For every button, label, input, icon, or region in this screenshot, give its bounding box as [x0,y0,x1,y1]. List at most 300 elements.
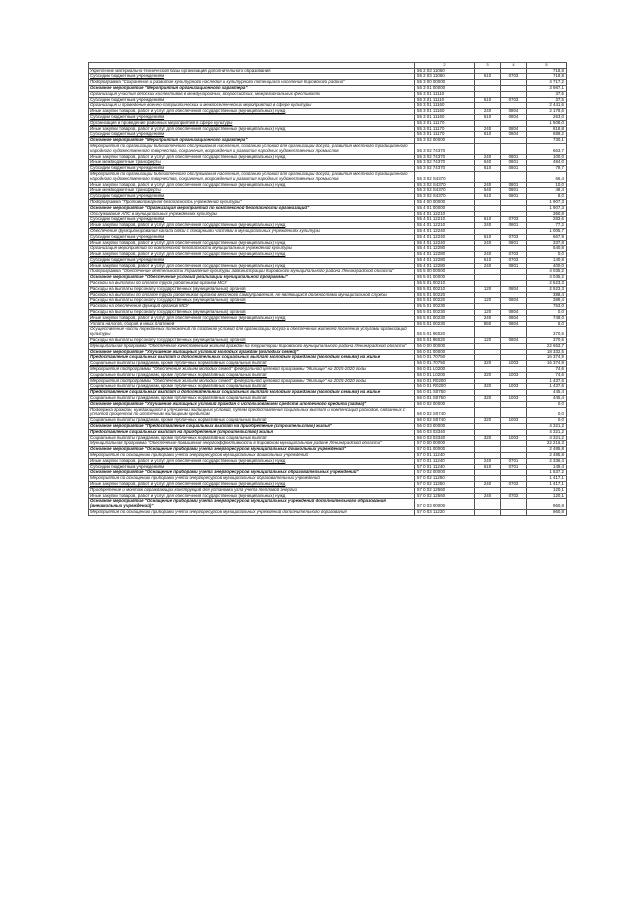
row-sum-cell: 484,0 [527,160,567,166]
row-expense-type-cell: 320 [475,361,501,367]
table-row [89,509,567,515]
row-name-cell: Подпрограмма "Противопожарная безопасность учреждений культуры" [89,199,415,205]
row-name-cell: Основное мероприятие "Оснащение приборами учета энергоресурсов муниципальных учреждений дополнительного образования (внешкольных учреждений)" [89,499,415,510]
row-subsection-cell [501,143,527,154]
row-sum-cell: 960,8 [527,509,567,515]
row-code-cell: 55 4 01 12280 [415,252,475,258]
row-sum-cell: 79,7 [527,166,567,172]
row-sum-cell: 100,0 [527,154,567,160]
row-code-cell: 56 0 01 70750 [415,355,475,361]
row-sum-cell: 22 653,7 [527,343,567,349]
row-sum-cell: 0,0 [527,401,567,407]
row-sum-cell: 388,4 [527,298,567,304]
row-expense-type-cell: 240 [475,315,501,321]
row-code-cell: 56 0 01 70750 [415,361,475,367]
row-expense-type-cell [475,407,501,418]
row-subsection-cell: 1003 [501,361,527,367]
row-sum-cell: 445,4 [527,390,567,396]
row-code-cell: 56 0 03 03340 [415,429,475,435]
row-subsection-cell: 0703 [501,234,527,240]
row-name-cell: Иные закупки товаров, работ и услуг для обеспечения государственных (муниципальных) нужд [89,154,415,160]
row-sum-cell: 16 374,9 [527,361,567,367]
row-name-cell: Мероприятия по оснащению приборами учета энергоресурсов муниципальных учреждений дополнительного образования [89,509,415,515]
row-sum-cell: 0,0 [527,418,567,424]
row-sum-cell: 818,8 [527,126,567,132]
row-sum-cell: 0,0 [527,252,567,258]
row-code-cell: 55 5 00 00000 [415,269,475,275]
row-code-cell: 56 0 01 00000 [415,349,475,355]
row-code-cell: 55 4 01 12240 [415,228,475,234]
row-code-cell: 57 0 02 12560 [415,487,475,493]
row-sum-cell: 718,8 [527,68,567,74]
row-subsection-cell: 0801 [501,263,527,269]
row-sum-cell: 0,0 [527,310,567,316]
row-expense-type-cell: 610 [475,114,501,120]
row-code-cell: 55 3 02 74370 [415,166,475,172]
header-cell-expense-type: 3 [475,63,501,69]
row-code-cell: 56 0 01 S0750 [415,396,475,402]
row-code-cell: 55 4 01 12210 [415,217,475,223]
row-code-cell: 55 4 01 12280 [415,257,475,263]
row-code-cell: 57 0 02 00000 [415,470,475,476]
row-sum-cell: 1 437,6 [527,378,567,384]
row-sum-cell: 2 336,4 [527,458,567,464]
row-expense-type-cell: 240 [475,481,501,487]
row-name-cell: Расходы на выплаты персоналу государственных (муниципальных) органов [89,338,415,344]
row-code-cell: 55 5 01 00220 [415,298,475,304]
row-name-cell: Субсидии бюджетным учреждениям [89,74,415,80]
table-row [89,143,567,154]
row-subsection-cell: 1003 [501,435,527,441]
row-subsection-cell: 0801 [501,194,527,200]
row-code-cell: 57 0 01 00000 [415,447,475,453]
row-name-cell: Уплата налогов, сборов и иных платежей [89,321,415,327]
row-code-cell: 56 0 02 00000 [415,401,475,407]
row-name-cell: Субсидии бюджетным учреждениям [89,166,415,172]
row-name-cell: Социальные выплаты гражданам, кроме публичных нормативных социальных выплат [89,372,415,378]
row-code-cell: 55 4 01 12240 [415,240,475,246]
row-name-cell: Организация и проведение районных мероприятий в сфере культуры [89,120,415,126]
row-sum-cell: 74,6 [527,367,567,373]
row-expense-type-cell: 610 [475,132,501,138]
row-code-cell: 55 4 01 12280 [415,263,475,269]
row-sum-cell: 370,5 [527,338,567,344]
row-sum-cell: 663,7 [527,143,567,154]
row-name-cell: Расходы на выплаты по оплате труда работников органов местного самоуправления, не являющихся должностями муниципальной службы [89,292,415,298]
row-subsection-cell: 0804 [501,132,527,138]
row-expense-type-cell: 850 [475,321,501,327]
row-expense-type-cell: 320 [475,435,501,441]
row-code-cell: 55 3 01 11160 [415,103,475,109]
row-code-cell: 55 3 01 11160 [415,114,475,120]
row-sum-cell: 1 005,7 [527,228,567,234]
row-sum-cell: 4 321,2 [527,424,567,430]
row-name-cell: Укрепление материально-технической базы организаций дополнительного образования [89,68,415,74]
row-code-cell: 56 0 01 R0200 [415,384,475,390]
row-code-cell: 57 0 02 11250 [415,481,475,487]
row-sum-cell: 149,4 [527,464,567,470]
row-subsection-cell: 0801 [501,160,527,166]
row-sum-cell: 2 178,6 [527,109,567,115]
row-name-cell: Основное мероприятие "Улучшение жилищных условий граждан с использованием средств ипотечного кредита (займа)" [89,401,415,407]
row-code-cell: 55 3 02 S4370 [415,188,475,194]
row-sum-cell: 753,0 [527,304,567,310]
row-name-cell: Иные закупки товаров, работ и услуг для обеспечения государственных (муниципальных) нужд [89,223,415,229]
row-code-cell: 57 0 03 11220 [415,509,475,515]
row-sum-cell: 1 508,0 [527,120,567,126]
row-sum-cell: 10,0 [527,182,567,188]
row-expense-type-cell: 120 [475,310,501,316]
row-name-cell: Социальные выплаты гражданам, кроме публичных нормативных социальных выплат [89,361,415,367]
row-expense-type-cell: 320 [475,384,501,390]
row-subsection-cell: 0801 [501,166,527,172]
row-sum-cell: 4 717,2 [527,80,567,86]
row-subsection-cell: 0804 [501,298,527,304]
row-code-cell: 55 5 01 00230 [415,310,475,316]
row-sum-cell: 2 523,3 [527,281,567,287]
row-subsection-cell: 0703 [501,97,527,103]
row-expense-type-cell: 610 [475,234,501,240]
row-code-cell: 55 5 01 00210 [415,286,475,292]
row-expense-type-cell: 240 [475,154,501,160]
row-code-cell: 56 0 01 L0200 [415,367,475,373]
row-name-cell: Мероприятия подпрограммы "Обеспечение жильем молодых семей" федеральной целевой программы "Жилище" на 2015-2020 годы [89,367,415,373]
row-subsection-cell: 0804 [501,310,527,316]
row-expense-type-cell: 240 [475,223,501,229]
row-code-cell: 56 0 01 R0200 [415,378,475,384]
row-expense-type-cell: 610 [475,217,501,223]
row-expense-type-cell: 320 [475,418,501,424]
row-subsection-cell: 0701 [501,458,527,464]
row-sum-cell: 540,8 [527,246,567,252]
row-name-cell: Иные закупки товаров, работ и услуг для обеспечения государственных (муниципальных) нужд [89,493,415,499]
row-subsection-cell: 0804 [501,109,527,115]
row-sum-cell: 1 907,3 [527,205,567,211]
row-sum-cell: 730,1 [527,138,567,144]
row-name-cell: Основное мероприятие "Улучшение жилищных условий молодых граждан (молодых семей)" [89,349,415,355]
row-expense-type-cell: 120 [475,338,501,344]
row-code-cell: 55 5 01 96020 [415,338,475,344]
row-sum-cell: 3 987,1 [527,85,567,91]
row-sum-cell: 388,4 [527,292,567,298]
row-subsection-cell: 0804 [501,114,527,120]
row-name-cell: Мероприятия по оснащению приборами учета энергоресурсов муниципальных образовательных учреждений [89,476,415,482]
row-name-cell: Иные закупки товаров, работ и услуг для обеспечения государственных (муниципальных) нужд [89,182,415,188]
row-name-cell: Иные закупки товаров, работ и услуг для обеспечения государственных (муниципальных) нужд [89,240,415,246]
row-expense-type-cell: 540 [475,160,501,166]
row-sum-cell: 66,4 [527,171,567,182]
row-code-cell: 55 3 02 S4370 [415,171,475,182]
row-name-cell: Иные закупки товаров, работ и услуг для обеспечения государственных (муниципальных) нужд [89,263,415,269]
row-sum-cell: 667,9 [527,234,567,240]
row-subsection-cell: 0801 [501,154,527,160]
row-expense-type-cell: 120 [475,286,501,292]
row-name-cell: Иные межбюджетные трансферты [89,160,415,166]
row-name-cell: Подпрограмма "Обеспечение деятельности Управления культуры администрации Кировского муниципального района Ленинградской области" [89,269,415,275]
row-subsection-cell: 1003 [501,384,527,390]
row-name-cell: Социальные выплаты гражданам, кроме публичных нормативных социальных выплат [89,418,415,424]
row-name-cell: Приобретение и монтаж ограждающих конструкций для установки узла учета тепловой энергии [89,487,415,493]
row-expense-type-cell: 610 [475,166,501,172]
row-subsection-cell: 0804 [501,338,527,344]
row-sum-cell: 337,8 [527,240,567,246]
row-code-cell: 55 3 02 74370 [415,154,475,160]
row-expense-type-cell: 240 [475,126,501,132]
row-name-cell: Субсидии бюджетным учреждениям [89,132,415,138]
row-subsection-cell: 0801 [501,240,527,246]
row-code-cell: 57 0 01 11240 [415,452,475,458]
row-name-cell: Иные закупки товаров, работ и услуг для обеспечения государственных (муниципальных) нужд [89,109,415,115]
row-expense-type-cell: 610 [475,74,501,80]
row-code-cell: 55 2 03 11060 [415,74,475,80]
row-sum-cell: 370,5 [527,327,567,338]
row-subsection-cell: 0702 [501,481,527,487]
row-code-cell: 57 0 03 00000 [415,499,475,510]
row-code-cell: 56 0 01 S0750 [415,390,475,396]
row-name-cell: Расходы на обеспечение функций органов МСУ [89,304,415,310]
row-code-cell: 55 4 01 00000 [415,205,475,211]
row-subsection-cell: 0804 [501,321,527,327]
row-sum-cell: 1 537,2 [527,470,567,476]
row-sum-cell: 2 523,3 [527,286,567,292]
table-row [89,327,567,338]
row-name-cell: Осуществление части переданных полномочий по созданию условий для организации досуга и обеспечения жителей поселения услугами организаций культуры [89,327,415,338]
row-name-cell: Субсидии бюджетным учреждениям [89,114,415,120]
header-cell-sum: 5 [527,63,567,69]
row-name-cell: Основное мероприятие "Мероприятия организационного характера" [89,85,415,91]
budget-table-body [89,63,567,516]
row-expense-type-cell: 240 [475,458,501,464]
row-code-cell: 56 0 03 00000 [415,424,475,430]
row-sum-cell: 445,4 [527,396,567,402]
row-code-cell: 55 3 02 74370 [415,160,475,166]
row-sum-cell: 140,8 [527,257,567,263]
table-row [89,171,567,182]
row-name-cell: Субсидии бюджетным учреждениям [89,194,415,200]
row-expense-type-cell: 610 [475,97,501,103]
row-subsection-cell: 0804 [501,286,527,292]
row-expense-type-cell: 540 [475,188,501,194]
row-name-cell: Организация участия детских коллективов в международных, всероссийских, межрегиональных фестивалях [89,91,415,97]
row-code-cell: 55 4 01 12210 [415,211,475,217]
row-code-cell: 55 3 01 11110 [415,97,475,103]
row-code-cell: 56 0 03 03340 [415,435,475,441]
row-code-cell: 55 3 01 11160 [415,109,475,115]
row-subsection-cell [501,407,527,418]
row-sum-cell: 748,0 [527,315,567,321]
row-sum-cell: 0,0 [527,407,567,418]
row-sum-cell: 120,1 [527,487,567,493]
row-code-cell: 55 3 02 S4370 [415,182,475,188]
row-name-cell: Иные закупки товаров, работ и услуг для обеспечения государственных (муниципальных) нужд [89,315,415,321]
row-name-cell: Расходы на выплаты по оплате труда работников органов МСУ [89,281,415,287]
row-name-cell: Муниципальная программа "Обеспечение качественным жильем граждан на территории Кировского муниципального района Ленинградской области" [89,343,415,349]
row-subsection-cell: 0801 [501,188,527,194]
header-cell-code: 2 [415,63,475,69]
row-subsection-cell: 0702 [501,493,527,499]
row-name-cell: Мероприятия по оснащению приборами учета энергоресурсов муниципальных дошкольных учреждений [89,452,415,458]
row-code-cell: 57 0 01 11240 [415,464,475,470]
row-sum-cell: 74,6 [527,372,567,378]
row-code-cell: 55 4 01 12210 [415,223,475,229]
row-sum-cell: 37,5 [527,97,567,103]
row-name-cell: Социальные выплаты гражданам, кроме публичных нормативных социальных выплат [89,435,415,441]
row-expense-type-cell: 240 [475,263,501,269]
row-code-cell: 55 3 01 11170 [415,126,475,132]
row-sum-cell: 960,8 [527,499,567,510]
row-code-cell: 55 5 01 00000 [415,275,475,281]
row-name-cell: Субсидии бюджетным учреждениям [89,217,415,223]
row-code-cell: 55 2 03 11060 [415,68,475,74]
row-sum-cell: 18 332,5 [527,349,567,355]
row-code-cell: 55 5 01 00230 [415,315,475,321]
row-name-cell: Мероприятия подпрограммы "Обеспечение жильем молодых семей" федеральной целевой программы "Жилище" на 2015-2020 годы [89,378,415,384]
row-name-cell: Основное мероприятие "Обеспечение условий реализации муниципальной программы" [89,275,415,281]
row-code-cell: 55 4 01 12240 [415,234,475,240]
table-row [89,499,567,510]
row-sum-cell: 4 035,2 [527,275,567,281]
row-code-cell: 55 3 01 00000 [415,85,475,91]
row-expense-type-cell: 120 [475,298,501,304]
row-subsection-cell: 0804 [501,315,527,321]
row-code-cell: 55 5 01 00230 [415,321,475,327]
row-sum-cell: 5,0 [527,321,567,327]
row-name-cell: Организация мероприятий по комплексной безопасности муниципальных учреждений культуры [89,246,415,252]
row-subsection-cell: 0703 [501,252,527,258]
row-expense-type-cell [475,509,501,515]
row-name-cell: Расходы на выплаты персоналу государственных (муниципальных) органов [89,310,415,316]
row-expense-type-cell [475,171,501,182]
row-sum-cell: 77,2 [527,223,567,229]
row-name-cell: Иные межбюджетные трансферты [89,188,415,194]
row-name-cell: Предоставление социальных выплат и дополнительных социальных выплат молодым гражданам (молодым семьям) на жилье [89,390,415,396]
row-name-cell: Мероприятия по организации библиотечного обслуживания населения, созданию условий для организации досуга, развития местного традиционного народного художественного творчества, сохранения, возрождения и развития народных художественных промыслов [89,143,415,154]
row-expense-type-cell: 240 [475,493,501,499]
row-code-cell: 57 0 02 11250 [415,476,475,482]
row-expense-type-cell [475,143,501,154]
row-sum-cell: 4 321,2 [527,429,567,435]
row-sum-cell: 22 216,3 [527,441,567,447]
row-name-cell: Субсидии бюджетным учреждениям [89,464,415,470]
row-code-cell: 55 3 01 11110 [415,91,475,97]
header-cell-subsection: 4 [501,63,527,69]
row-subsection-cell: 0703 [501,217,527,223]
row-sum-cell: 1 437,6 [527,384,567,390]
row-sum-cell: 8,0 [527,194,567,200]
row-subsection-cell [501,171,527,182]
row-name-cell: Субсидии бюджетным учреждениям [89,257,415,263]
row-expense-type-cell [475,499,501,510]
row-code-cell: 55 5 01 00210 [415,281,475,287]
row-name-cell: Иные закупки товаров, работ и услуг для обеспечения государственных (муниципальных) нужд [89,481,415,487]
row-sum-cell: 263,0 [527,114,567,120]
row-subsection-cell: 0801 [501,182,527,188]
row-sum-cell: 1 417,1 [527,476,567,482]
row-name-cell: Социальные выплаты гражданам, кроме публичных нормативных социальных выплат [89,384,415,390]
row-subsection-cell: 0701 [501,464,527,470]
row-subsection-cell: 1003 [501,372,527,378]
row-code-cell: 55 5 01 00230 [415,304,475,310]
budget-table [88,62,567,516]
row-code-cell: 56 0 02 S0740 [415,407,475,418]
row-sum-cell: 2 485,8 [527,447,567,453]
row-code-cell: 56 0 00 00000 [415,343,475,349]
row-name-cell: Предоставление социальных выплат и дополнительных социальных выплат молодым гражданам (молодым семьям) на жилье [89,355,415,361]
row-sum-cell: 16 374,9 [527,355,567,361]
row-name-cell: Расходы на выплаты персоналу государственных (муниципальных) органов [89,286,415,292]
row-name-cell: Основное мероприятие "Организация мероприятий по комплексной безопасности организаций" [89,205,415,211]
row-subsection-cell: 0703 [501,257,527,263]
row-code-cell: 56 0 02 S0740 [415,418,475,424]
row-subsection-cell: 1003 [501,418,527,424]
row-expense-type-cell: 240 [475,252,501,258]
row-subsection-cell: 0703 [501,74,527,80]
row-name-cell: Основное мероприятие "Оснащение приборами учета энергоресурсов муниципальных дошкольных учреждений" [89,447,415,453]
row-sum-cell: 2 441,6 [527,103,567,109]
row-sum-cell: 4 321,2 [527,435,567,441]
row-code-cell: 55 3 01 11170 [415,120,475,126]
row-code-cell: 57 0 00 00000 [415,441,475,447]
row-expense-type-cell: 240 [475,182,501,188]
row-expense-type-cell: 610 [475,464,501,470]
row-subsection-cell [501,509,527,515]
row-name-cell: Иные закупки товаров, работ и услуг для обеспечения государственных (муниципальных) нужд [89,126,415,132]
row-sum-cell: 283,6 [527,217,567,223]
row-sum-cell: 48,4 [527,188,567,194]
row-code-cell: 57 0 02 12560 [415,493,475,499]
row-code-cell: 55 3 01 11170 [415,132,475,138]
row-code-cell: 55 4 01 12280 [415,246,475,252]
row-expense-type-cell: 610 [475,194,501,200]
row-name-cell: Предоставление социальных выплат на приобретение (строительство) жилья [89,429,415,435]
row-name-cell: Подпрограмма "Сохранение и развитие культурного наследия и культурного потенциала населения Кировского района" [89,80,415,86]
row-name-cell: Поддержка граждан, нуждающихся в улучшении жилищных условий, путем предоставления социальных выплат и компенсаций расходов, связанных с уплатой процентов по ипотечным жилищным кредитам [89,407,415,418]
row-expense-type-cell: 240 [475,109,501,115]
row-code-cell: 56 0 01 L0200 [415,372,475,378]
row-code-cell: 55 3 02 S4370 [415,194,475,200]
row-code-cell: 55 4 00 00000 [415,199,475,205]
row-code-cell: 55 5 01 96020 [415,327,475,338]
row-expense-type-cell [475,327,501,338]
row-sum-cell: 400,0 [527,263,567,269]
row-name-cell: Муниципальная программа "Обеспечение повышения энергоэффективности в Кировском муниципальном районе Ленинградской области" [89,441,415,447]
row-subsection-cell [501,499,527,510]
table-row [89,407,567,418]
row-subsection-cell: 0801 [501,223,527,229]
row-name-cell: Субсидии бюджетным учреждениям [89,97,415,103]
row-sum-cell: 718,8 [527,74,567,80]
row-subsection-cell [501,327,527,338]
row-name-cell: Основное мероприятие "Оснащение приборами учета энергоресурсов муниципальных образовательных учреждений" [89,470,415,476]
row-sum-cell: 360,8 [527,211,567,217]
row-sum-cell: 37,5 [527,91,567,97]
row-sum-cell: 2 485,8 [527,452,567,458]
row-sum-cell: 4 035,2 [527,269,567,275]
row-code-cell: 55 3 00 00000 [415,80,475,86]
row-name-cell: Социальные выплаты гражданам, кроме публичных нормативных социальных выплат [89,396,415,402]
row-expense-type-cell: 320 [475,372,501,378]
row-expense-type-cell: 610 [475,257,501,263]
row-subsection-cell: 1003 [501,396,527,402]
row-name-cell: Обеспечение функционирования канала связи с пожарными частями в муниципальных учреждениях культуры [89,228,415,234]
row-code-cell: 55 3 02 00000 [415,138,475,144]
row-name-cell: Субсидии бюджетным учреждениям [89,234,415,240]
row-sum-cell: 1 907,3 [527,199,567,205]
row-name-cell: Обслуживание АПС в муниципальных учреждениях культуры [89,211,415,217]
row-name-cell: Иные закупки товаров, работ и услуг для обеспечения государственных (муниципальных) нужд [89,458,415,464]
row-code-cell: 55 5 01 00220 [415,292,475,298]
row-name-cell: Организация и проведение военно-патриотических и межпоселенческих мероприятий в сфере культуры [89,103,415,109]
